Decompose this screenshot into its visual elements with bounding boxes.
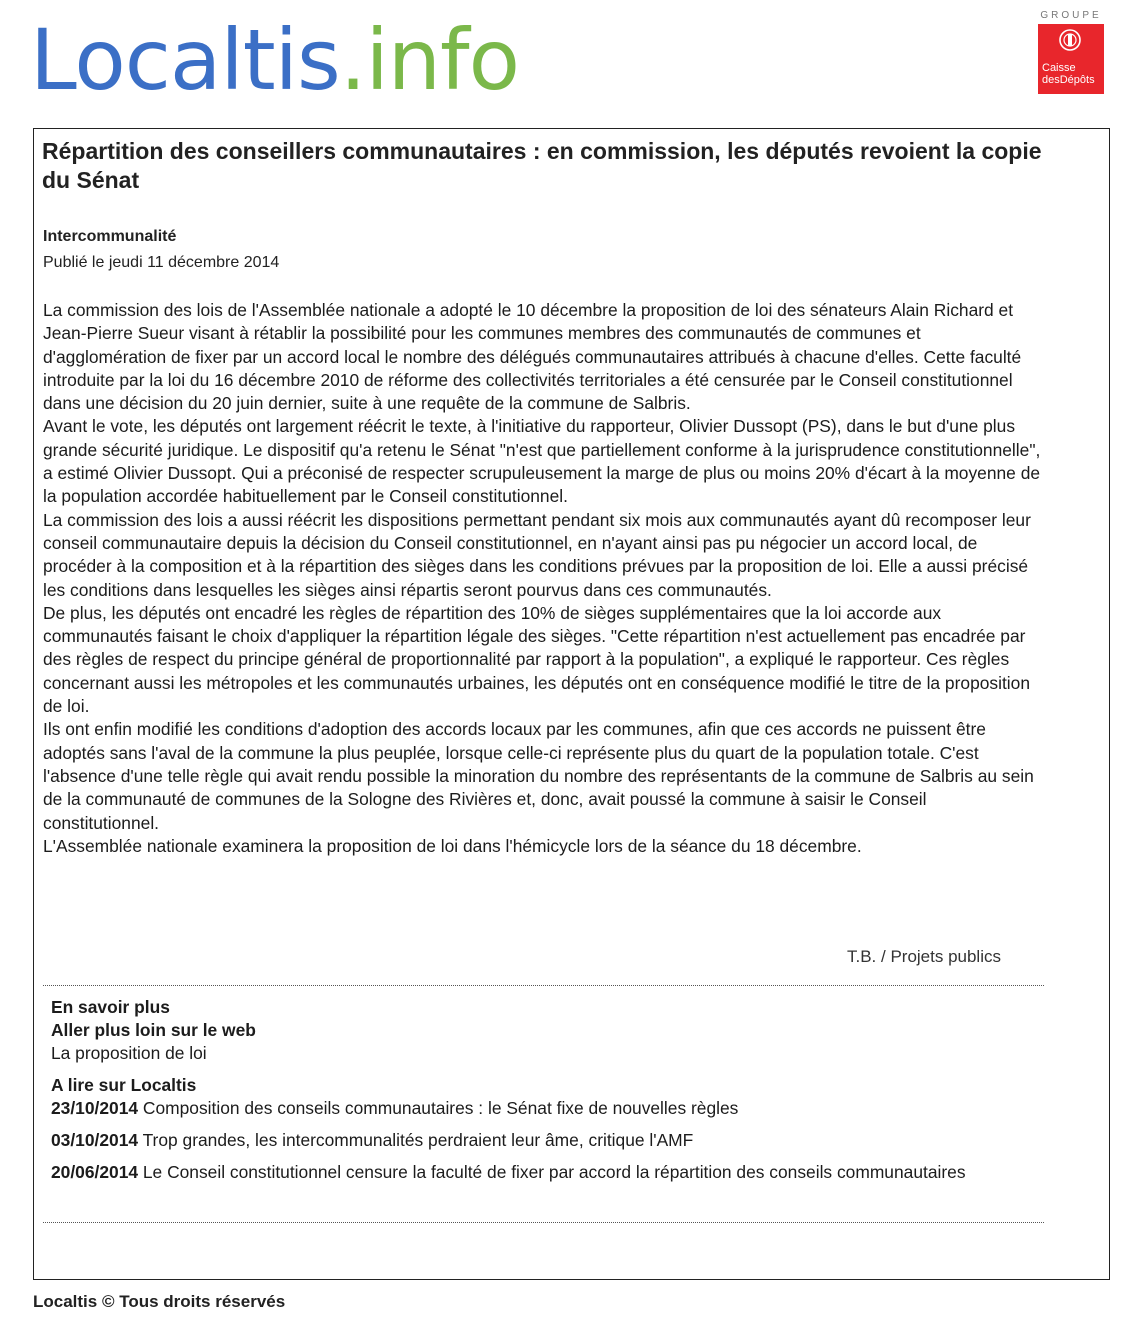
related-title: Composition des conseils communautaires : le Sénat fixe de nouvelles règles [142,1098,739,1118]
related-date: 20/06/2014 [51,1162,139,1182]
logo-tld-text: .info [339,11,519,109]
cdc-red-box [1038,24,1104,94]
article-signature: T.B. / Projets publics [846,947,1001,966]
localtis-logo [30,11,519,109]
article-title: Répartition des conseillers communautaires : en commission, les députés revoient la copie du Sénat [42,138,1042,193]
related-article-link[interactable] [51,1129,1031,1152]
related-date: 03/10/2014 [51,1130,139,1150]
related-article-link[interactable] [51,1161,1031,1184]
cdc-line-2: desDépôts [1042,74,1095,86]
proposition-de-loi-link[interactable]: La proposition de loi [51,1043,207,1063]
article-paragraph: Ils ont enfin modifié les conditions d'adoption des accords locaux par les communes, afin que ces accords ne puissent être adoptés sans l'aval de la commune la plus peuplée, lorsque celle-ci représente plus du quart de la population totale. C'est l'absence d'une telle règle qui avait rendu possible la minoration du nombre des représentants de la commune de Salbris au sein de la communauté de communes de la Sologne des Rivières et, donc, avait poussé la commune à saisir le Conseil constitutionnel. [43,719,1034,833]
related-date: 23/10/2014 [51,1098,139,1118]
localtis-heading: A lire sur Localtis [51,1075,197,1095]
en-savoir-plus-heading: En savoir plus [51,997,170,1017]
cdc-brand-text [1042,62,1095,86]
web-heading: Aller plus loin sur le web [51,1020,256,1040]
article-rubrique: Intercommunalité [43,228,177,245]
article-paragraph: La commission des lois a aussi réécrit les dispositions permettant pendant six mois aux communautés ayant dû recomposer leur conseil communautaire depuis la décision du Conseil constitutionnel, en n'ayant ainsi pas pu négocier un accord local, de procéder à la composition et à la répartition des sièges dans les conditions prévues par la proposition de loi. Elle a aussi précisé les conditions dans lesquelles les sièges ainsi répartis seront pourvus dans ces communautés. [43,509,1031,600]
article-body [43,299,1043,858]
en-savoir-plus-section [51,996,1031,1184]
related-article-link[interactable] [51,1097,1031,1120]
caisse-des-depots-logo [1034,10,1108,96]
related-title: Trop grandes, les intercommunalités perdraient leur âme, critique l'AMF [142,1130,694,1150]
article-paragraph: De plus, les députés ont encadré les règles de répartition des 10% de sièges supplémentaires que la loi accorde aux communautés faisant le choix d'appliquer la répartition légale des sièges. "Cette répartition n'est actuellement pas encadrée par des règles de respect du principe général de proportionnalité par rapport à la population", a expliqué le rapporteur. Ces règles concernant aussi les métropoles et les communautés urbaines, les députés ont en conséquence modifié le titre de la proposition de loi. [43,602,1031,717]
article-paragraph: L'Assemblée nationale examinera la proposition de loi dans l'hémicycle lors de la séance du 18 décembre. [43,835,862,856]
related-title: Le Conseil constitutionnel censure la faculté de fixer par accord la répartition des conseils communautaires [142,1162,966,1182]
article-paragraph: La commission des lois de l'Assemblée nationale a adopté le 10 décembre la proposition de loi des sénateurs Alain Richard et Jean-Pierre Sueur visant à rétablir la possibilité pour les communes membres des communautés de communes et d'agglomération de fixer par un accord local le nombre des délégués communautaires attribués à chacune d'elles. Cette faculté introduite par la loi du 16 décembre 2010 de réforme des collectivités territoriales a été censurée par le Conseil constitutionnel dans une décision du 20 juin dernier, suite à une requête de la commune de Salbris. [43,300,1022,414]
groupe-label: GROUPE [1040,10,1102,21]
dotted-divider [43,1222,1044,1223]
cdc-emblem-icon [1058,28,1082,52]
logo-main-text: Localtis [30,11,340,109]
cdc-line-1: Caisse [1042,62,1076,74]
article-paragraph: Avant le vote, les députés ont largement réécrit le texte, à l'initiative du rapporteur, Olivier Dussopt (PS), dans le but d'une plus grande sécurité juridique. Le dispositif qu'a retenu le Sénat "n'est que partiellement conforme à la jurisprudence constitutionnelle", a estimé Olivier Dussopt. Qui a préconisé de respecter scrupuleusement la marge de plus ou moins 20% d'écart à la moyenne de la population accordée habituellement par le Conseil constitutionnel. [43,416,1041,507]
publication-date: Publié le jeudi 11 décembre 2014 [43,254,280,271]
dotted-divider [43,985,1044,986]
copyright-footer: Localtis © Tous droits réservés [33,1292,286,1311]
